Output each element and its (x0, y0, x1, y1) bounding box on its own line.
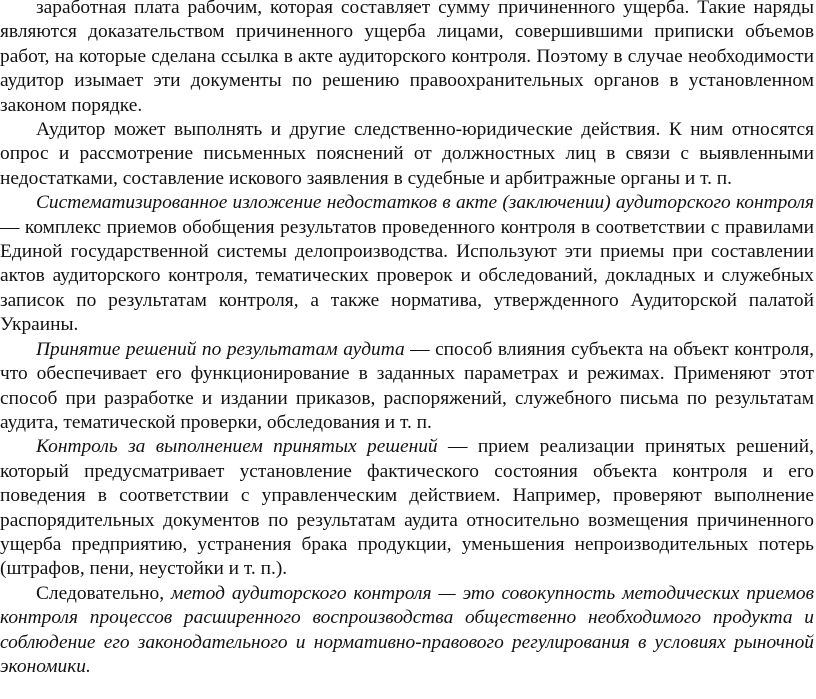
paragraph-4-text: — способ влияния субъекта на объект контроля, что обеспечивает его функционирование в заданных параметрах и режимах. Применяют этот способ при разработке и издании приказов, распоряжений, служебного письма по результатам аудита, тематической проверки, обследования и т. п. (0, 338, 814, 433)
paragraph-4 (0, 338, 814, 436)
paragraph-6-lead: Следовательно, (36, 582, 171, 604)
paragraph-3-term: Систематизированное изложение недостатков в акте (заключении) аудиторского контроля (36, 192, 814, 214)
paragraph-5-term: Контроль за выполнением принятых решений (36, 436, 438, 458)
paragraph-3-text: — комплекс приемов обобщения результатов проведенного контроля в соответствии с правилами Единой государственной системы делопроизводства. Используют эти приемы при составлении актов аудиторского контроля, тематических проверок и обследований, докладных и служебных записок по результатам контроля, а также норматива, утвержденного Аудиторской палатой Украины. (0, 216, 814, 336)
paragraph-1 (0, 0, 814, 118)
paragraph-6-definition: метод аудиторского контроля — это совокупность методических приемов контроля процессов расширенного воспроизводства общественно необходимого продукта и соблюдение его законодательного и нормативно-правового регулирования в условиях рыночной экономики. (0, 582, 814, 677)
paragraph-6 (0, 582, 814, 680)
paragraph-4-term: Принятие решений по результатам аудита (36, 338, 405, 360)
paragraph-2 (0, 118, 814, 191)
paragraph-2-text: Аудитор может выполнять и другие следственно-юридические действия. К ним относятся опрос и рассмотрение письменных пояснений от должностных лиц в связи с выявленными недостатками, составление искового заявления в судебные и арбитражные органы и т. п. (0, 119, 814, 189)
paragraph-1-text: заработная плата рабочим, которая составляет сумму причиненного ущерба. Такие наряды являются доказательством причиненного ущерба лицами, совершившими приписки объемов работ, на которые сделана ссылка в акте аудиторского контроля. Поэтому в случае необходимости аудитор изымает эти документы по решению правоохранительных органов в установленном законом порядке. (0, 0, 814, 116)
paragraph-3 (0, 191, 814, 337)
paragraph-5 (0, 435, 814, 581)
paragraph-5-text: — прием реализации принятых решений, который предусматривает установление фактического состояния объекта контроля и его поведения в соответствии с управленческим действием. Например, проверяют выполнение распорядительных документов по результатам аудита относительно возмещения причиненного ущерба предприятию, устранения брака продукции, уменьшения непроизводительных потерь (штрафов, пени, неустойки и т. п.). (0, 436, 815, 580)
